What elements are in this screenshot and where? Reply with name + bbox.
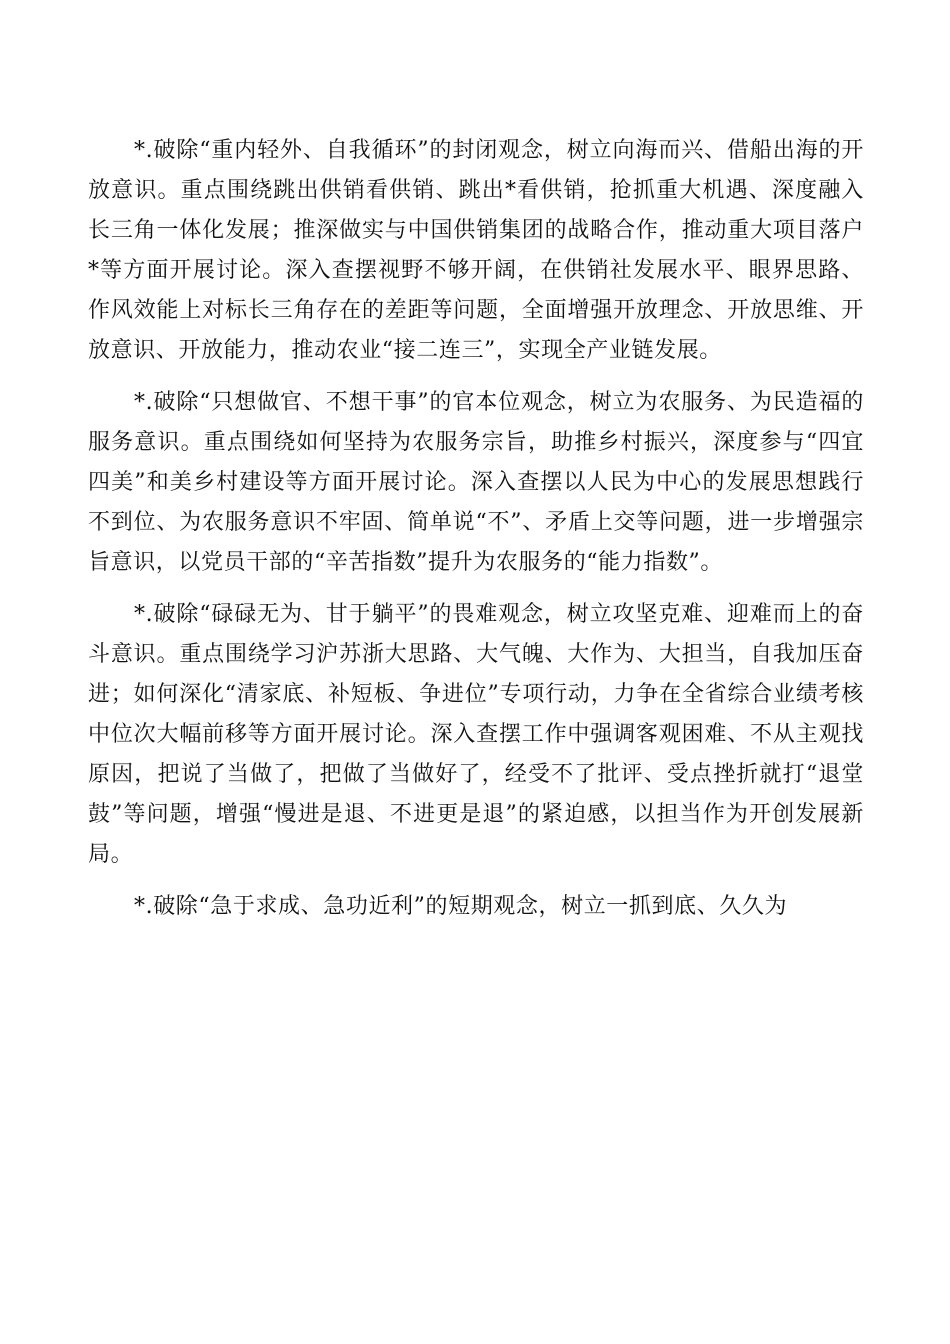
paragraph-3: *.破除“碌碌无为、甘于躺平”的畏难观念，树立攻坚克难、迎难而上的奋斗意识。重点围绕学习沪苏浙大思路、大气魄、大作为、大担当，自我加压奋进；如何深化“清家底、补短板、争进位”专项行动，力争在全省综合业绩考核中位次大幅前移等方面开展讨论。深入查摆工作中强调客观困难、不从主观找原因，把说了当做了，把做了当做好了，经受不了批评、受点挫折就打“退堂鼓”等问题，增强“慢进是退、不进更是退”的紧迫感，以担当作为开创发展新局。 (88, 602, 864, 867)
paragraph-1: *.破除“重内轻外、自我循环”的封闭观念，树立向海而兴、借船出海的开放意识。重点围绕跳出供销看供销、跳出*看供销，抢抓重大机遇、深度融入长三角一体化发展；推深做实与中国供销集团的战略合作，推动重大项目落户*等方面开展讨论。深入查摆视野不够开阔，在供销社发展水平、眼界思路、作风效能上对标长三角存在的差距等问题，全面增强开放理念、开放思维、开放意识、开放能力，推动农业“接二连三”，实现全产业链发展。 (88, 138, 864, 363)
document-body (88, 131, 864, 939)
paragraph-4: *.破除“急于求成、急功近利”的短期观念，树立一抓到底、久久为 (134, 894, 788, 919)
paragraph-2: *.破除“只想做官、不想干事”的官本位观念，树立为农服务、为民造福的服务意识。重点围绕如何坚持为农服务宗旨，助推乡村振兴，深度参与“四宜四美”和美乡村建设等方面开展讨论。深入查摆以人民为中心的发展思想践行不到位、为农服务意识不牢固、简单说“不”、矛盾上交等问题，进一步增强宗旨意识，以党员干部的“辛苦指数”提升为农服务的“能力指数”。 (88, 390, 864, 575)
